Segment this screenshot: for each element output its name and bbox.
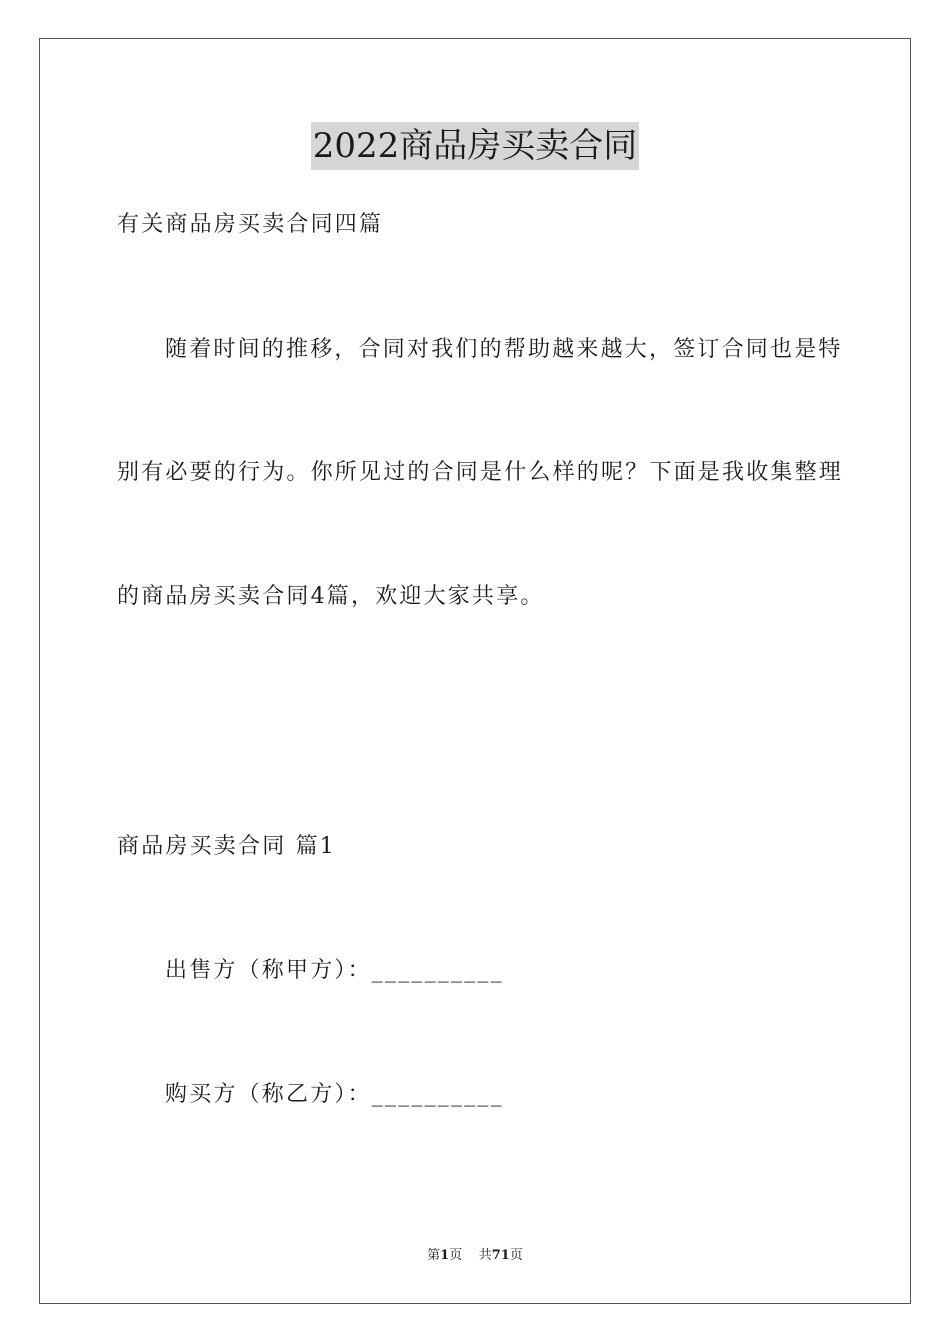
footer-page-number: 1 — [440, 1248, 450, 1263]
title-container — [0, 122, 950, 170]
footer-total-pages: 71 — [491, 1248, 510, 1263]
section-heading: 商品房买卖合同 篇1 — [117, 834, 336, 859]
footer-page-suffix: 页 — [449, 1248, 463, 1263]
intro-line-3: 的商品房买卖合同4篇，欢迎大家共享。 — [117, 584, 545, 609]
footer-total-suffix: 页 — [509, 1248, 523, 1263]
page-footer — [0, 1247, 950, 1265]
document-title: 2022商品房买卖合同 — [311, 122, 640, 170]
intro-line-2: 别有必要的行为。你所见过的合同是什么样的呢？下面是我收集整理 — [117, 460, 844, 485]
seller-line: 出售方（称甲方）：__________ — [165, 958, 504, 983]
subtitle: 有关商品房买卖合同四篇 — [117, 212, 384, 237]
buyer-line: 购买方（称乙方）：__________ — [165, 1082, 504, 1107]
footer-total-prefix: 共 — [478, 1248, 492, 1263]
intro-line-1: 随着时间的推移，合同对我们的帮助越来越大，签订合同也是特 — [165, 337, 843, 362]
footer-page-prefix: 第 — [427, 1248, 441, 1263]
